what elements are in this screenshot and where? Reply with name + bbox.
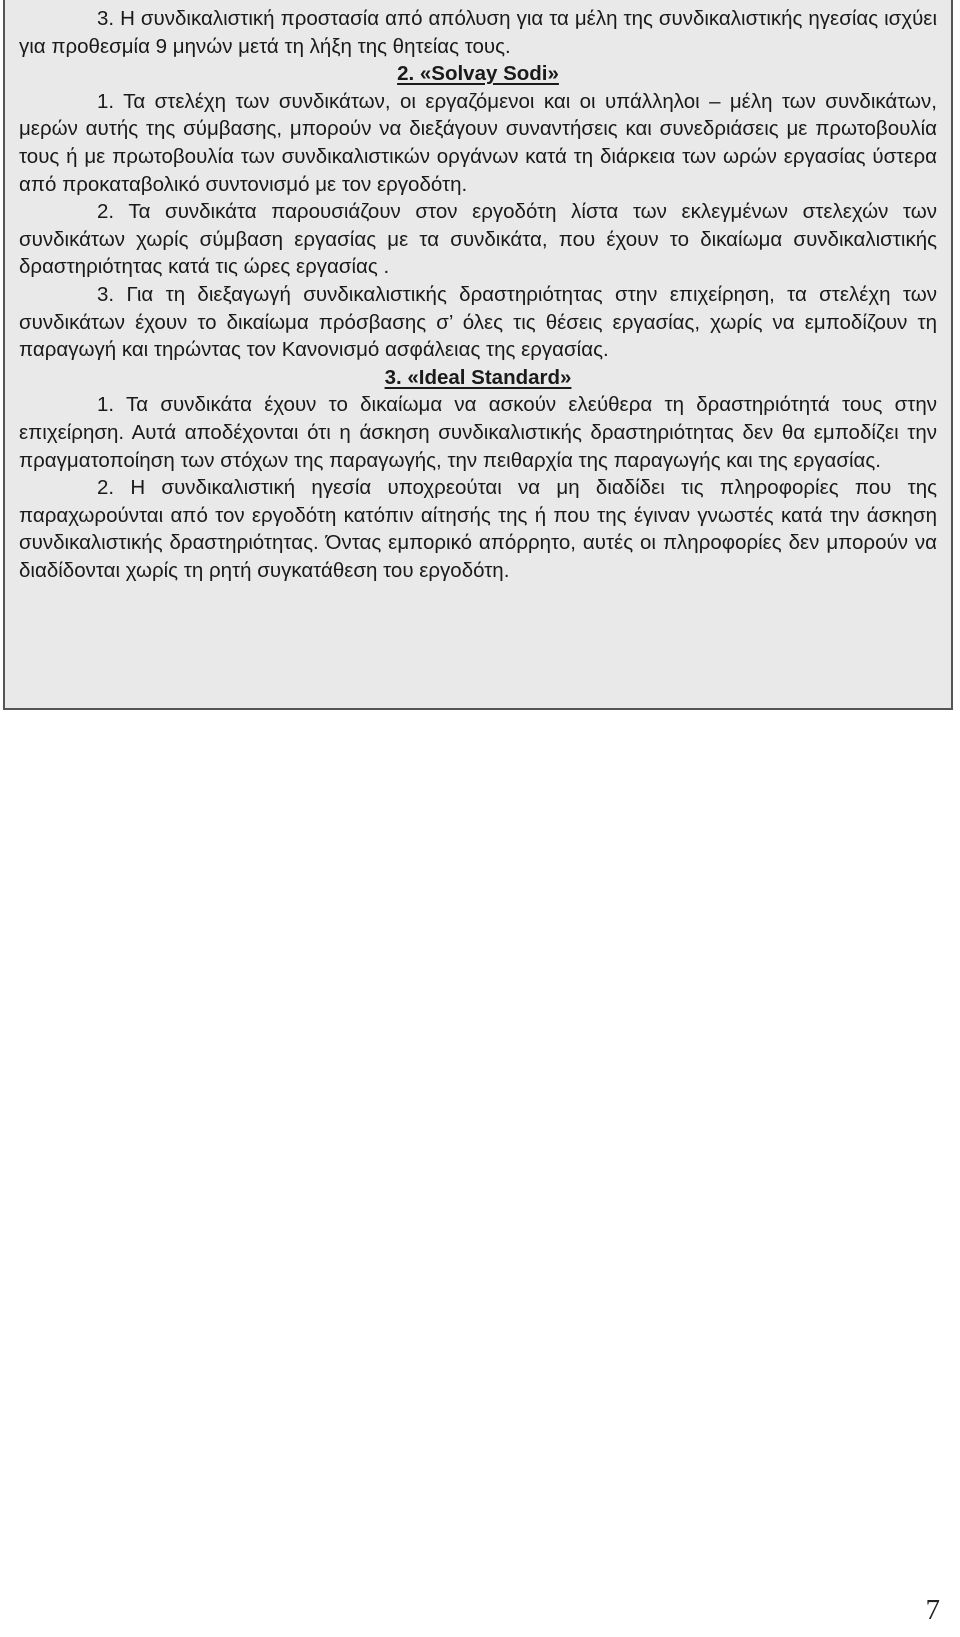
solvay-paragraph-3: 3. Για τη διεξαγωγή συνδικαλιστικής δραστηριότητας στην επιχείρηση, τα στελέχη των συνδικάτων έχουν το δικαίωμα πρόσβασης σ’ όλες τις θέσεις εργασίας, χωρίς να εμποδίζουν τη παραγωγή και τηρώντας τον Κανονισμό ασφάλειας της εργασίας. [19,282,937,362]
page-number: 7 [925,1594,940,1626]
section-heading-ideal-standard: 3. «Ideal Standard» [384,365,572,389]
shaded-text-box [3,0,953,710]
solvay-paragraph-1: 1. Τα στελέχη των συνδικάτων, οι εργαζόμενοι και οι υπάλληλοι – μέλη των συνδικάτων, μερών αυτής της σύμβασης, μπορούν να διεξάγουν συναντήσεις και συνεδριάσεις με πρωτοβουλία τους ή με πρωτοβουλία των συνδικαλιστικών οργάνων κατά τη διάρκεια των ωρών εργασίας ύστερα από προκαταβολικό συντονισμό με τον εργοδότη. [19,89,937,196]
ideal-standard-paragraph-2: 2. Η συνδικαλιστική ηγεσία υποχρεούται να μη διαδίδει τις πληροφορίες που της παραχωρούνται από τον εργοδότη κατόπιν αίτησής της ή που της έγιναν γνωστές κατά την άσκηση συνδικαλιστικής δραστηριότητας. Όντας εμπορικό απόρρητο, αυτές οι πληροφορίες δεν μπορούν να διαδίδονται χωρίς τη ρητή συγκατάθεση του εργοδότη. [19,476,937,582]
intro-paragraph: 3. Η συνδικαλιστική προστασία από απόλυση για τα μέλη της συνδικαλιστικής ηγεσίας ισχύει για προθεσμία 9 μηνών μετά τη λήξη της θητείας τους. [19,7,937,58]
section-heading-solvay-sodi: 2. «Solvay Sodi» [397,62,559,86]
solvay-paragraph-2: 2. Τα συνδικάτα παρουσιάζουν στον εργοδότη λίστα των εκλεγμένων στελεχών των συνδικάτων χωρίς σύμβαση εργασίας με τα συνδικάτα, που έχουν το δικαίωμα συνδικαλιστικής δραστηριότητας κατά τις ώρες εργασίας . [19,200,937,279]
ideal-standard-paragraph-1: 1. Τα συνδικάτα έχουν το δικαίωμα να ασκούν ελεύθερα τη δραστηριότητά τους στην επιχείρηση. Αυτά αποδέχονται ότι η άσκηση συνδικαλιστικής δραστηριότητας δεν θα εμποδίζει την πραγματοποίηση των στόχων της παραγωγής, την πειθαρχία της παραγωγής και της εργασίας. [19,393,937,472]
